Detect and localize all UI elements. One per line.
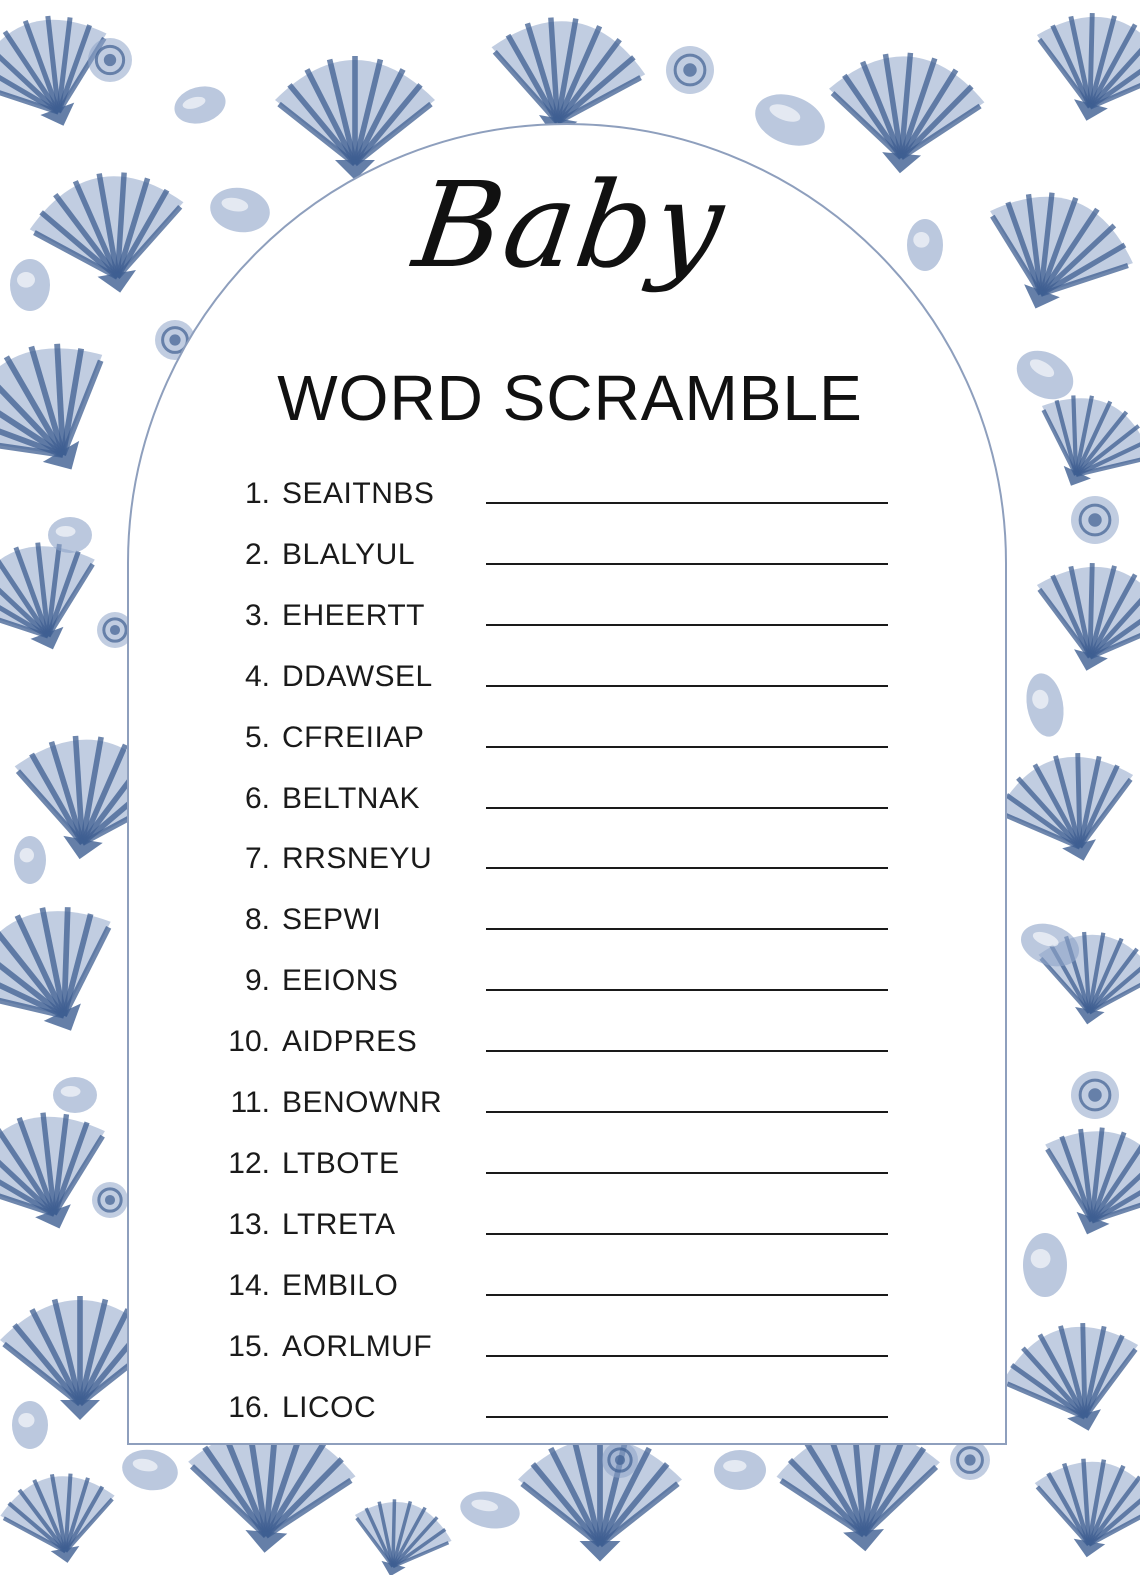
scramble-row: [200, 718, 900, 758]
scallop-shell-icon: [0, 1464, 125, 1573]
scrambled-word: CFREIIAP: [282, 720, 425, 754]
scallop-shell-icon: [988, 738, 1140, 879]
scrambled-word: LICOC: [282, 1390, 377, 1424]
answer-line[interactable]: [486, 1416, 888, 1418]
item-number: 5.: [244, 720, 270, 754]
item-number: 1.: [244, 477, 270, 510]
scrambled-word: LTRETA: [282, 1207, 396, 1241]
scramble-row: [200, 900, 900, 940]
scramble-row: [200, 657, 900, 697]
scallop-shell-icon: [1024, 1448, 1140, 1568]
scrambled-word: DDAWSEL: [282, 659, 433, 693]
scrambled-word: BELTNAK: [282, 781, 420, 815]
page-title: WORD SCRAMBLE: [277, 362, 863, 434]
item-number: 13.: [228, 1207, 270, 1241]
item-number: 3.: [244, 598, 270, 632]
script-title: Baby: [406, 156, 734, 294]
scrambled-word: AORLMUF: [282, 1329, 433, 1363]
snail-shell-icon: [950, 1440, 990, 1480]
scrambled-word: RRSNEYU: [282, 842, 433, 876]
snail-shell-icon: [92, 1182, 128, 1218]
scrambled-word: AIDPRES: [282, 1025, 418, 1059]
snail-shell-icon: [666, 46, 714, 94]
answer-line[interactable]: [486, 1050, 888, 1052]
scrambled-word: EEIONS: [282, 964, 399, 998]
item-number: 16.: [228, 1390, 270, 1424]
answer-line[interactable]: [486, 1294, 888, 1296]
item-number: 8.: [244, 903, 270, 937]
scramble-row: [200, 1266, 900, 1306]
scallop-shell-icon: [1019, 0, 1140, 139]
item-number: 11.: [230, 1086, 270, 1119]
item-number: 9.: [244, 964, 270, 998]
answer-line[interactable]: [486, 867, 888, 869]
snail-shell-icon: [88, 38, 132, 82]
scallop-shell-icon: [518, 1434, 682, 1561]
item-number: 14.: [228, 1268, 270, 1302]
scramble-row: [200, 1205, 900, 1245]
answer-line[interactable]: [486, 807, 888, 809]
scramble-row: [200, 1022, 900, 1062]
answer-line[interactable]: [486, 563, 888, 565]
scrambled-word: EHEERTT: [282, 598, 425, 632]
scramble-row: [200, 1144, 900, 1184]
answer-line[interactable]: [486, 1172, 888, 1174]
answer-line[interactable]: [486, 1355, 888, 1357]
answer-line[interactable]: [486, 502, 888, 504]
scramble-row: [200, 535, 900, 575]
scrambled-word: LTBOTE: [282, 1146, 400, 1180]
snail-shell-icon: [1071, 1071, 1119, 1119]
scrambled-word: SEAITNBS: [282, 477, 435, 510]
scrambled-word: SEPWI: [282, 903, 382, 937]
scramble-row: [200, 1083, 900, 1123]
item-number: 6.: [244, 781, 270, 815]
scallop-shell-icon: [0, 881, 145, 1066]
answer-line[interactable]: [486, 746, 888, 748]
answer-line[interactable]: [486, 989, 888, 991]
item-number: 4.: [244, 659, 270, 693]
scallop-shell-icon: [0, 1092, 131, 1255]
scramble-row: [200, 839, 900, 879]
answer-line[interactable]: [486, 1233, 888, 1235]
scallop-shell-icon: [993, 1308, 1140, 1449]
scrambled-word: BLALYUL: [282, 537, 416, 571]
answer-line[interactable]: [486, 624, 888, 626]
scrambled-word: BENOWNR: [282, 1086, 443, 1119]
item-number: 7.: [244, 842, 270, 876]
scramble-row: [200, 596, 900, 636]
scallop-shell-icon: [342, 1488, 459, 1575]
answer-line[interactable]: [486, 1111, 888, 1113]
answer-line[interactable]: [486, 928, 888, 930]
scramble-row: [200, 474, 900, 514]
scramble-row: [200, 779, 900, 819]
answer-line[interactable]: [486, 685, 888, 687]
scramble-row: [200, 1327, 900, 1367]
scallop-shell-icon: [1019, 548, 1140, 689]
item-number: 2.: [244, 537, 270, 571]
item-number: 15.: [228, 1329, 270, 1363]
scramble-row: [200, 1388, 900, 1428]
scrambled-word: EMBILO: [282, 1268, 399, 1302]
snail-shell-icon: [602, 1442, 638, 1478]
item-number: 12.: [228, 1146, 270, 1180]
item-number: 10.: [228, 1025, 270, 1059]
snail-shell-icon: [1071, 496, 1119, 544]
scramble-row: [200, 961, 900, 1001]
